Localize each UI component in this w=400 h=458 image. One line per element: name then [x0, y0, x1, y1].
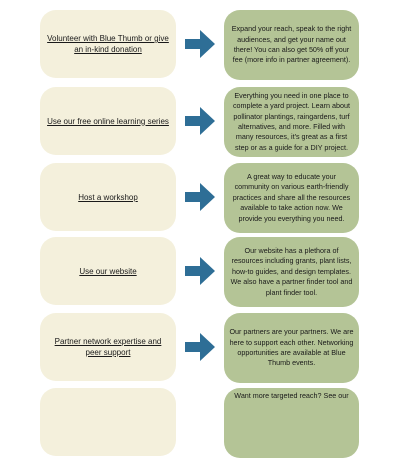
option-box[interactable] [40, 237, 176, 305]
arrow-right-icon [183, 104, 217, 138]
description-text: Our website has a plethora of resources including grants, plant lists, how-to guides, and design templates. We also have a partner finder tool and plant finder tool. [230, 245, 353, 297]
description-box [224, 10, 359, 80]
option-box[interactable] [40, 313, 176, 381]
description-box [224, 313, 359, 383]
arrow-right-icon [183, 27, 217, 61]
option-box[interactable] [40, 388, 176, 456]
row-3 [0, 163, 400, 233]
option-link[interactable]: Use our website [79, 266, 137, 276]
option-link[interactable]: Use our free online learning series [47, 116, 169, 126]
row-2 [0, 87, 400, 157]
description-text: Want more targeted reach? See our [234, 391, 349, 400]
row-5 [0, 313, 400, 383]
option-link[interactable]: Partner network expertise and peer support [54, 337, 162, 357]
option-box[interactable] [40, 163, 176, 231]
option-box[interactable] [40, 10, 176, 78]
description-box [224, 163, 359, 233]
row-4 [0, 237, 400, 307]
arrow-right-icon [183, 330, 217, 364]
option-link[interactable]: Host a workshop [78, 192, 138, 202]
description-box [224, 388, 359, 458]
description-box [224, 87, 359, 157]
arrow-right-icon [183, 180, 217, 214]
description-text: A great way to educate your community on various earth-friendly practices and share all the resources available to take action now. We provide you everything you need. [232, 171, 351, 223]
row-1 [0, 10, 400, 80]
description-text: Our partners are your partners. We are here to support each other. Networking opportunities are available at Blue Thumb events. [229, 327, 354, 368]
description-text: Everything you need in one place to complete a yard project. Learn about pollinator plantings, raingardens, turf alternatives, and more. Filled with many resources, it's great as a first step or as a guide for a DIY project. [232, 90, 351, 152]
arrow-right-icon [183, 254, 217, 288]
description-box [224, 237, 359, 307]
description-text: Expand your reach, speak to the right audiences, and get your name out there! You can also get 50% off your fee (more info in partner agreement). [231, 24, 352, 65]
option-box[interactable] [40, 87, 176, 155]
option-link[interactable]: Volunteer with Blue Thumb or give an in-kind donation [47, 34, 169, 54]
row-6 [0, 388, 400, 458]
